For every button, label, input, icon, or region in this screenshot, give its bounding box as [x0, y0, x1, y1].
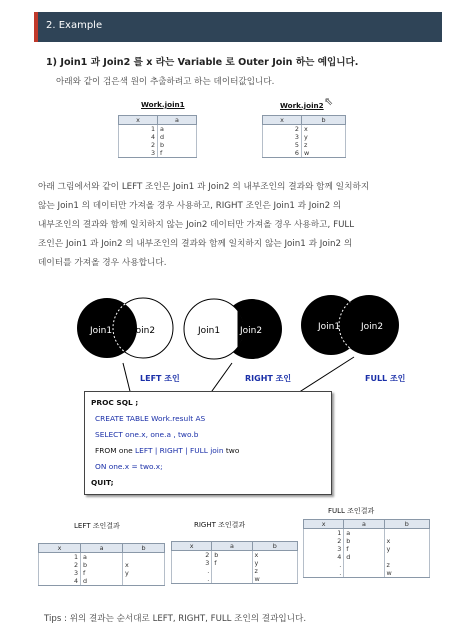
full-join-venn — [301, 295, 399, 355]
right-join-venn — [184, 299, 282, 359]
full-venn-join1-label: Join1 — [318, 322, 341, 332]
table-row: 3 f — [119, 149, 197, 158]
question-title: 1) Join1 과 Join2 를 x 라는 Variable 로 Outer Join 하는 예입니다. — [46, 57, 359, 68]
table-row: 1 a — [119, 125, 197, 134]
table-row: 2 b x — [304, 537, 430, 545]
column-header: b — [123, 544, 165, 553]
left-result-title: LEFT 조인결과 — [74, 522, 120, 530]
right-result-title: RIGHT 조인결과 — [194, 521, 246, 529]
full-join-label: FULL 조인 — [365, 374, 406, 383]
sql-code-box — [84, 391, 332, 495]
right-result-table — [171, 541, 298, 584]
left-join-venn — [77, 298, 173, 358]
column-header: b — [252, 542, 297, 551]
full-result-title: FULL 조인결과 — [328, 507, 375, 515]
code-line-select: SELECT one.x, one.a , two.b — [95, 430, 199, 439]
right-venn-join1-label: Join1 — [198, 326, 221, 336]
join1-table-title: Work.join1 — [141, 100, 185, 109]
table-row: 3 f y — [172, 559, 298, 567]
left-venn-join1-label: Join1 — [90, 326, 113, 336]
table-row: 2 b x — [39, 561, 165, 569]
right-join-label: RIGHT 조인 — [245, 374, 292, 383]
table-row: . z — [304, 561, 430, 569]
mouse-cursor-icon: ⇖ — [324, 95, 334, 108]
left-join-label: LEFT 조인 — [140, 374, 180, 383]
table-row: 3 y — [263, 133, 346, 141]
column-header: x — [304, 520, 344, 529]
table-row: 3 f y — [39, 569, 165, 577]
table-row: . w — [172, 575, 298, 584]
table-row: 2 b — [119, 141, 197, 149]
table-row: 4 d — [304, 553, 430, 561]
column-header: x — [119, 116, 158, 125]
left-venn-join2-label: Join2 — [133, 326, 156, 336]
column-header: x — [39, 544, 81, 553]
table-row: 4 d — [39, 577, 165, 586]
join2-table-title: Work.join2 — [280, 101, 324, 110]
column-header: a — [212, 542, 252, 551]
table-row: 6 w — [263, 149, 346, 158]
question-subtitle: 아래와 같이 검은색 원이 추출하려고 하는 데이터값입니다. — [56, 77, 275, 87]
table-row: . z — [172, 567, 298, 575]
table-row: . w — [304, 569, 430, 578]
table-row: 5 z — [263, 141, 346, 149]
column-header: a — [158, 116, 197, 125]
full-venn-join2-label: Join2 — [361, 322, 384, 332]
column-header: x — [263, 116, 302, 125]
tips-text: Tips : 위의 결과는 순서대로 LEFT, RIGHT, FULL 조인의 결과입니다. — [44, 614, 307, 624]
table-row: 2 x — [263, 125, 346, 134]
column-header: x — [172, 542, 212, 551]
column-header: b — [384, 520, 429, 529]
section-title: 2. Example — [46, 20, 103, 31]
column-header: a — [81, 544, 123, 553]
table-row: 3 f y — [304, 545, 430, 553]
left-result-table — [38, 543, 165, 586]
right-venn-join2-label: Join2 — [240, 326, 263, 336]
explanation-paragraph: 아래 그림에서와 같이 LEFT 조인은 Join1 과 Join2 의 내부조인의 결과와 함께 일치하지 않는 Join1 의 데이터만 가져올 경우 사용하고, RIGHT 조인은 Join1 과 Join2 의 내부조인의 결과와 함께 일치하지 않는 Join2 데이터만 가져올 경우 사용하고, FULL 조인은 Join1 과 Join2 의 내부조인의 결과와 함께 일치하지 않는 Join1 과 Join2 의 데이터를 가져올 경우 사용합니다. — [38, 182, 370, 268]
table-row: 4 d — [119, 133, 197, 141]
full-result-table — [303, 519, 430, 578]
column-header: b — [302, 116, 346, 125]
code-line-quit: QUIT; — [91, 478, 114, 487]
code-line-from: FROM one LEFT | RIGHT | FULL join two — [95, 446, 240, 455]
table-row: 2 b x — [172, 551, 298, 560]
code-line-create: CREATE TABLE Work.result AS — [95, 414, 206, 423]
column-header: a — [344, 520, 384, 529]
code-line-proc: PROC SQL ; — [91, 398, 139, 407]
code-line-on: ON one.x = two.x; — [95, 462, 163, 471]
table-row: 1 a — [39, 553, 165, 562]
table-row: 1 a — [304, 529, 430, 538]
